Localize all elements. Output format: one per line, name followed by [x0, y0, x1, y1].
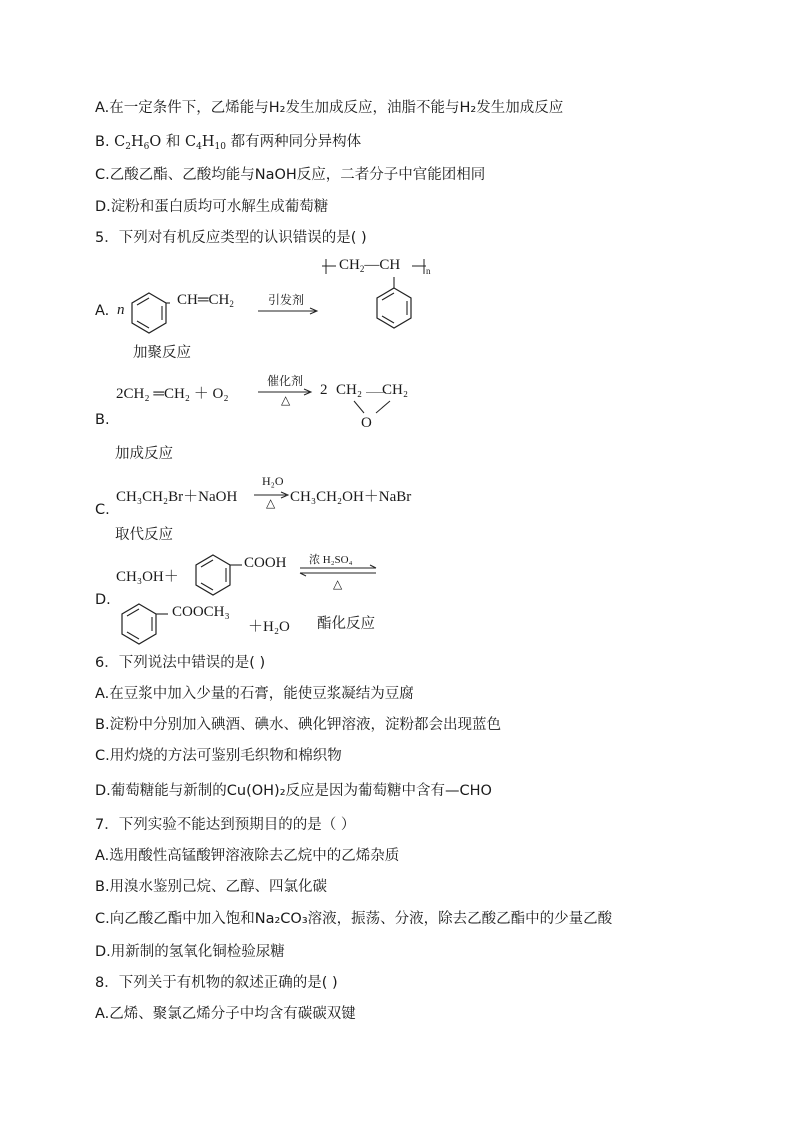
- epoxide-oxygen: O: [361, 415, 372, 431]
- q5-d-type: 酯化反应: [317, 616, 375, 632]
- q7-option-b: B.用溴水鉴别己烷、乙醇、四氯化碳: [95, 879, 328, 895]
- polymer-repeat-unit: $CH_2—CH$: [339, 257, 401, 274]
- q5-a-condition: 引发剂: [268, 293, 305, 307]
- benzoic-acid-cooh: COOH: [244, 555, 287, 571]
- polymer-subscript-n: n: [426, 266, 431, 276]
- q6-option-d: D.葡萄糖能与新制的Cu(OH)₂反应是因为葡萄糖中含有—CHO: [95, 783, 492, 799]
- q6-option-b: B.淀粉中分别加入碘酒、碘水、碘化钾溶液，淀粉都会出现蓝色: [95, 717, 502, 733]
- q5-d-condition-top: 浓 H₂SO₄: [309, 554, 353, 566]
- epoxide-ch2-left: CH₂: [336, 382, 363, 398]
- q5-option-a-label: A.: [95, 303, 110, 319]
- q7-option-a: A.选用酸性高锰酸钾溶液除去乙烷中的乙烯杂质: [95, 848, 400, 864]
- q5-d-methanol: CH₃OH＋: [116, 569, 179, 585]
- q7-stem: 7．下列实验不能达到预期目的的是（ ）: [95, 817, 356, 833]
- formula-c4h10: $C_4H_{10}$: [185, 134, 226, 152]
- q7-option-c: C.向乙酸乙酯中加入饱和Na₂CO₃溶液，振荡、分液，除去乙酸乙酯中的少量乙酸: [95, 911, 613, 927]
- q5-c-condition-bottom: △: [266, 496, 276, 510]
- q4-option-a: A.在一定条件下，乙烯能与H₂发生加成反应，油脂不能与H₂发生加成反应: [95, 100, 564, 116]
- q6-stem: 6．下列说法中错误的是( ): [95, 655, 266, 671]
- q5-b-condition-bottom: △: [281, 393, 291, 407]
- q7-option-d: D.用新制的氢氧化铜检验尿糖: [95, 944, 285, 960]
- reversible-arrow-icon: [298, 564, 380, 578]
- q5-c-reactants: CH₃CH₂Br＋NaOH: [116, 489, 238, 505]
- q6-option-c: C.用灼烧的方法可鉴别毛织物和棉织物: [95, 748, 342, 764]
- styrene-vinyl-group: $CH═CH_2$: [177, 292, 234, 309]
- q8-option-a: A.乙烯、聚氯乙烯分子中均含有碳碳双键: [95, 1006, 356, 1022]
- benzene-ring-icon: [192, 552, 248, 598]
- benzene-ring-icon: [128, 290, 170, 336]
- q4-option-c: C.乙酸乙酯、乙酸均能与NaOH反应，二者分子中官能团相同: [95, 167, 486, 183]
- q5-c-type: 取代反应: [115, 527, 173, 543]
- epoxide-ring-bonds-icon: [344, 392, 404, 418]
- benzene-ring-icon: [372, 277, 418, 333]
- q5-a-coefficient-n: n: [117, 302, 125, 318]
- q5-stem: 5．下列对有机反应类型的认识错误的是( ): [95, 230, 367, 246]
- q5-d-water: ＋H₂O: [248, 619, 290, 635]
- q5-option-c-label: C.: [95, 502, 110, 518]
- q8-stem: 8．下列关于有机物的叙述正确的是( ): [95, 975, 338, 991]
- q5-b-condition-top: 催化剂: [267, 374, 304, 388]
- q5-c-products: CH₃CH₂OH＋NaBr: [290, 489, 412, 505]
- q5-b-coefficient: 2: [320, 382, 328, 398]
- methyl-benzoate-cooch3: COOCH₃: [172, 604, 230, 620]
- q5-b-type: 加成反应: [115, 446, 173, 462]
- epoxide-ch2-right: CH₂: [382, 382, 409, 398]
- q5-option-b-label: B.: [95, 412, 110, 428]
- q5-d-condition-bottom: △: [333, 577, 343, 591]
- q5-b-reactants: 2CH₂ ═CH₂ ＋ O₂: [116, 386, 229, 402]
- q4-option-b: B. $C_2H_6O$ 和 $C_4H_{10}$ 都有两种同分异构体: [95, 134, 362, 152]
- q6-option-a: A.在豆浆中加入少量的石膏，能使豆浆凝结为豆腐: [95, 686, 414, 702]
- formula-c2h6o: $C_2H_6O$: [114, 134, 162, 152]
- q5-c-condition-top: H₂O: [262, 474, 284, 488]
- q5-a-type: 加聚反应: [133, 345, 191, 361]
- benzene-ring-icon: [118, 601, 174, 647]
- q4-option-d: D.淀粉和蛋白质均可水解生成葡萄糖: [95, 199, 329, 215]
- q5-option-d-label: D.: [95, 592, 111, 608]
